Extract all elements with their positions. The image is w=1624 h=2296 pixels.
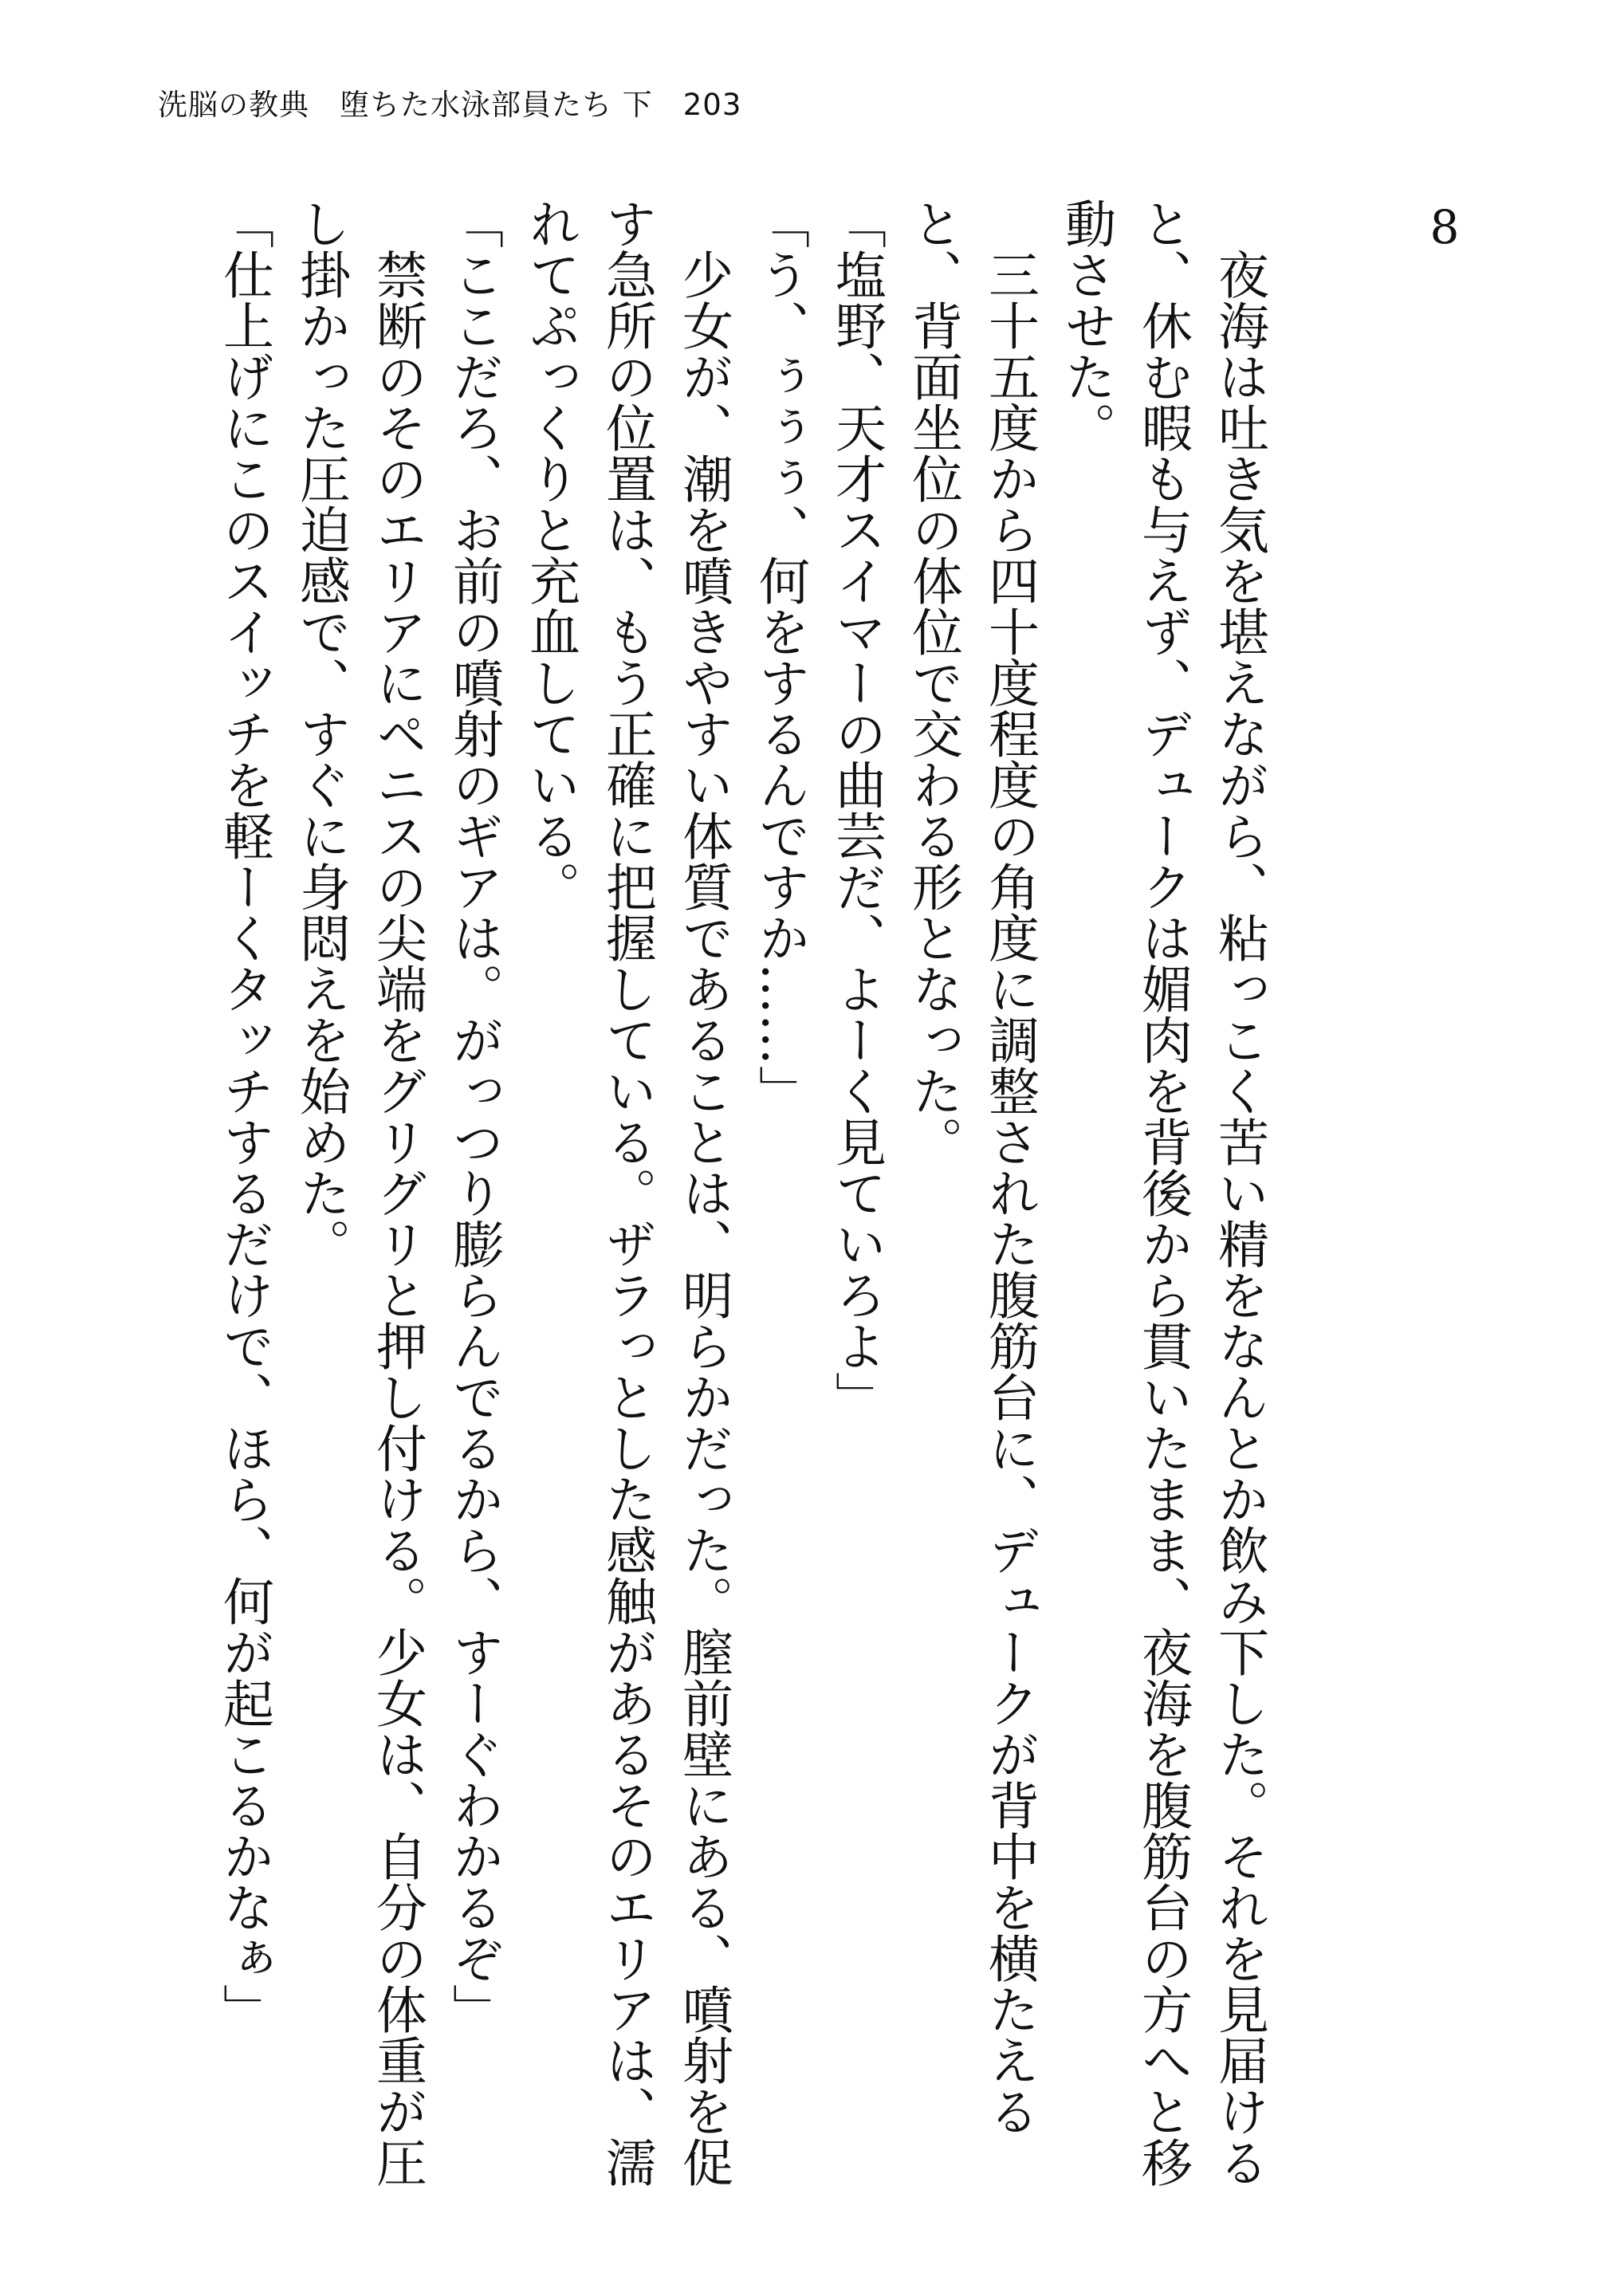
dialogue-2: 「う、ぅぅぅ、何をするんですか……」 <box>750 198 809 1116</box>
paragraph-4: 禁断のそのエリアにペニスの尖端をグリグリと押し付ける。少女は、自分の体重が圧し掛かった圧迫感で、すぐに身悶えを始めた。 <box>291 198 427 2188</box>
dialogue-4: 「仕上げにこのスイッチを軽ーくタッチするだけで、ほら、何が起こるかなぁ」 <box>214 198 273 2035</box>
running-head: 洗脳の教典 堕ちた水泳部員たち 下 203 <box>158 88 742 122</box>
page-number: 8 <box>1429 200 1460 254</box>
paragraph-2: 三十五度から四十度程度の角度に調整された腹筋台に、デュークが背中を横たえると、背面坐位の体位で交わる形となった。 <box>903 198 1039 2137</box>
dialogue-3: 「ここだろ、お前の噴射のギアは。がっつり膨らんでるから、すーぐわかるぞ」 <box>444 198 503 2035</box>
dialogue-1: 「塩野、天才スイマーの曲芸だ、よーく見ていろよ」 <box>827 198 886 1422</box>
body-text <box>145 198 1277 2191</box>
paragraph-1: 夜海は吐き気を堪えながら、粘っこく苦い精をなんとか飲み下した。それを見届けると、休む暇も与えず、デュークは媚肉を背後から貫いたまま、夜海を腹筋台の方へと移動させた。 <box>1056 198 1268 2188</box>
paragraph-3: 少女が、潮を噴きやすい体質であることは、明らかだった。膣前壁にある、噴射を促す急所の位置は、もう正確に把握している。ザラっとした感触があるそのエリアは、濡れてぷっくりと充血している。 <box>521 198 733 2188</box>
